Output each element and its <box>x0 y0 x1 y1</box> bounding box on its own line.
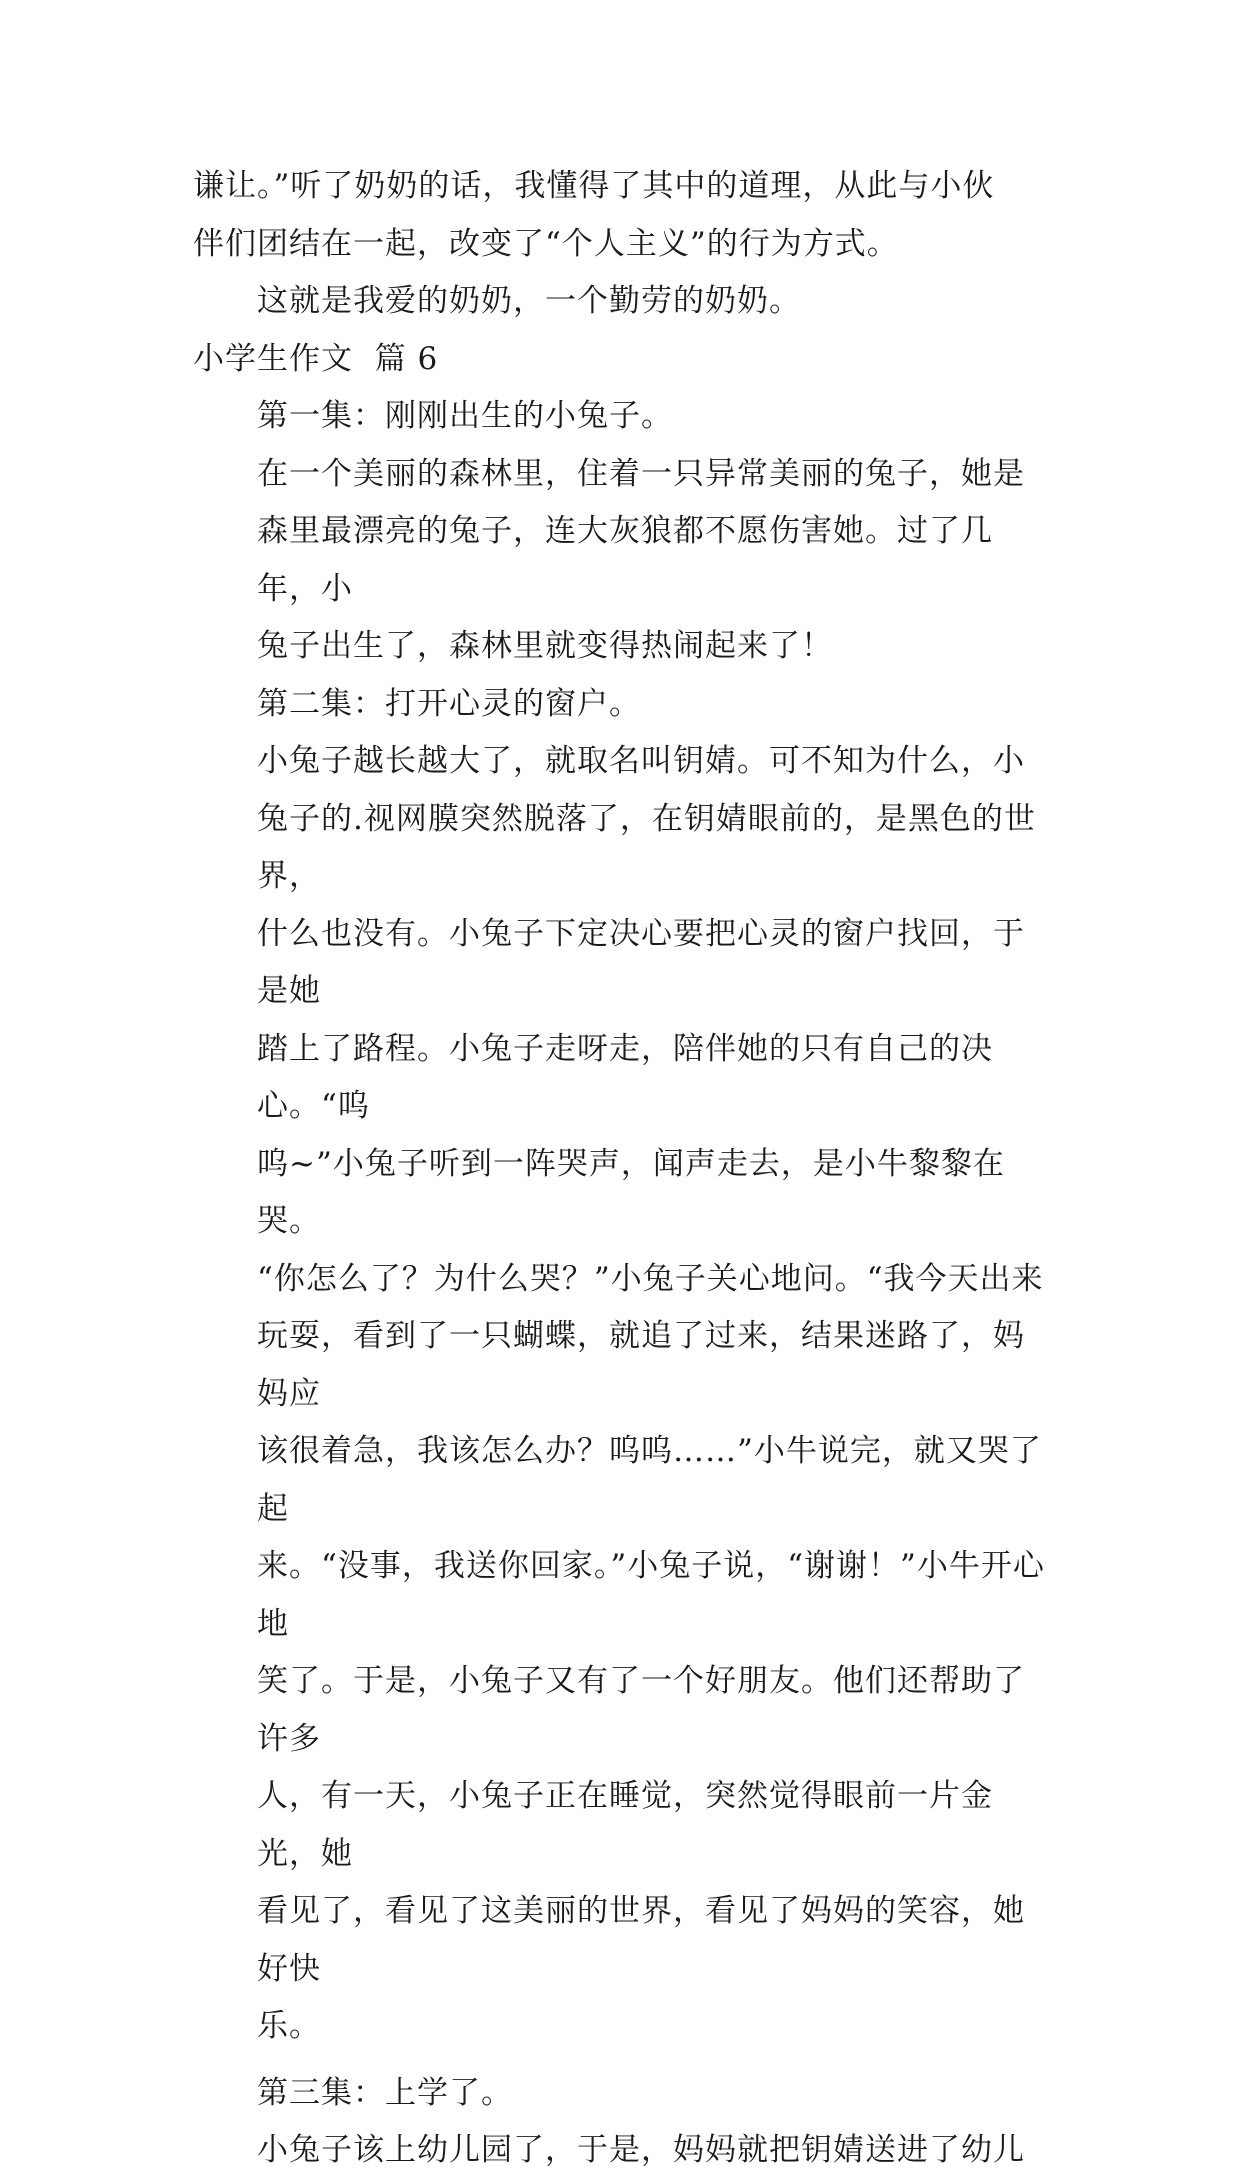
paragraph: 在一个美丽的森林里，住着一只异常美丽的兔子，她是 森里最漂亮的兔子，连大灰狼都不愿伤害她。过了几年，小 兔子出生了，森林里就变得热闹起来了！ <box>257 455 1025 664</box>
episode-title: 第三集：上学了。 <box>257 2074 513 2111</box>
paragraph: 小兔子该上幼儿园了，于是，妈妈就把钥婧送进了幼儿 <box>257 2132 1025 2168</box>
episode-title: 第一集：刚刚出生的小兔子。 <box>257 398 673 434</box>
episode-title: 第二集：打开心灵的窗户。 <box>257 685 641 722</box>
paragraph: 这就是我爱的奶奶，一个勤劳的奶奶。 <box>257 283 801 319</box>
paragraph: 谦让。”听了奶奶的话，我懂得了其中的道理，从此与小伙 伴们团结在一起，改变了“个人主义”的行为方式。 <box>193 168 995 262</box>
section-heading: 小学生作文 篇 6 <box>193 340 439 377</box>
essay-body <box>193 158 1051 2180</box>
paragraph: 小兔子越长越大了，就取名叫钥婧。可不知为什么，小 兔子的.视网膜突然脱落了，在钥婧眼前的，是黑色的世界， 什么也没有。小兔子下定决心要把心灵的窗户找回，于是她 踏上了路程。小兔子走呀走，陪伴她的只有自己的决心。“呜 呜~”小兔子听到一阵哭声，闻声走去，是小牛黎黎在哭。 “你怎么了？为什么哭？”小兔子关心地问。“我今天出来 玩耍，看到了一只蝴蝶，就追了过来，结果迷路了，妈妈应 该很着急，我该怎么办？呜呜……”小牛说完，就又哭了起 来。“没事，我送你回家。”小兔子说，“谢谢！”小牛开心地 笑了。于是，小兔子又有了一个好朋友。他们还帮助了许多 人，有一天，小兔子正在睡觉，突然觉得眼前一片金光，她 看见了，看见了这美丽的世界，看见了妈妈的笑容，她好快 乐。 <box>257 743 1045 2044</box>
